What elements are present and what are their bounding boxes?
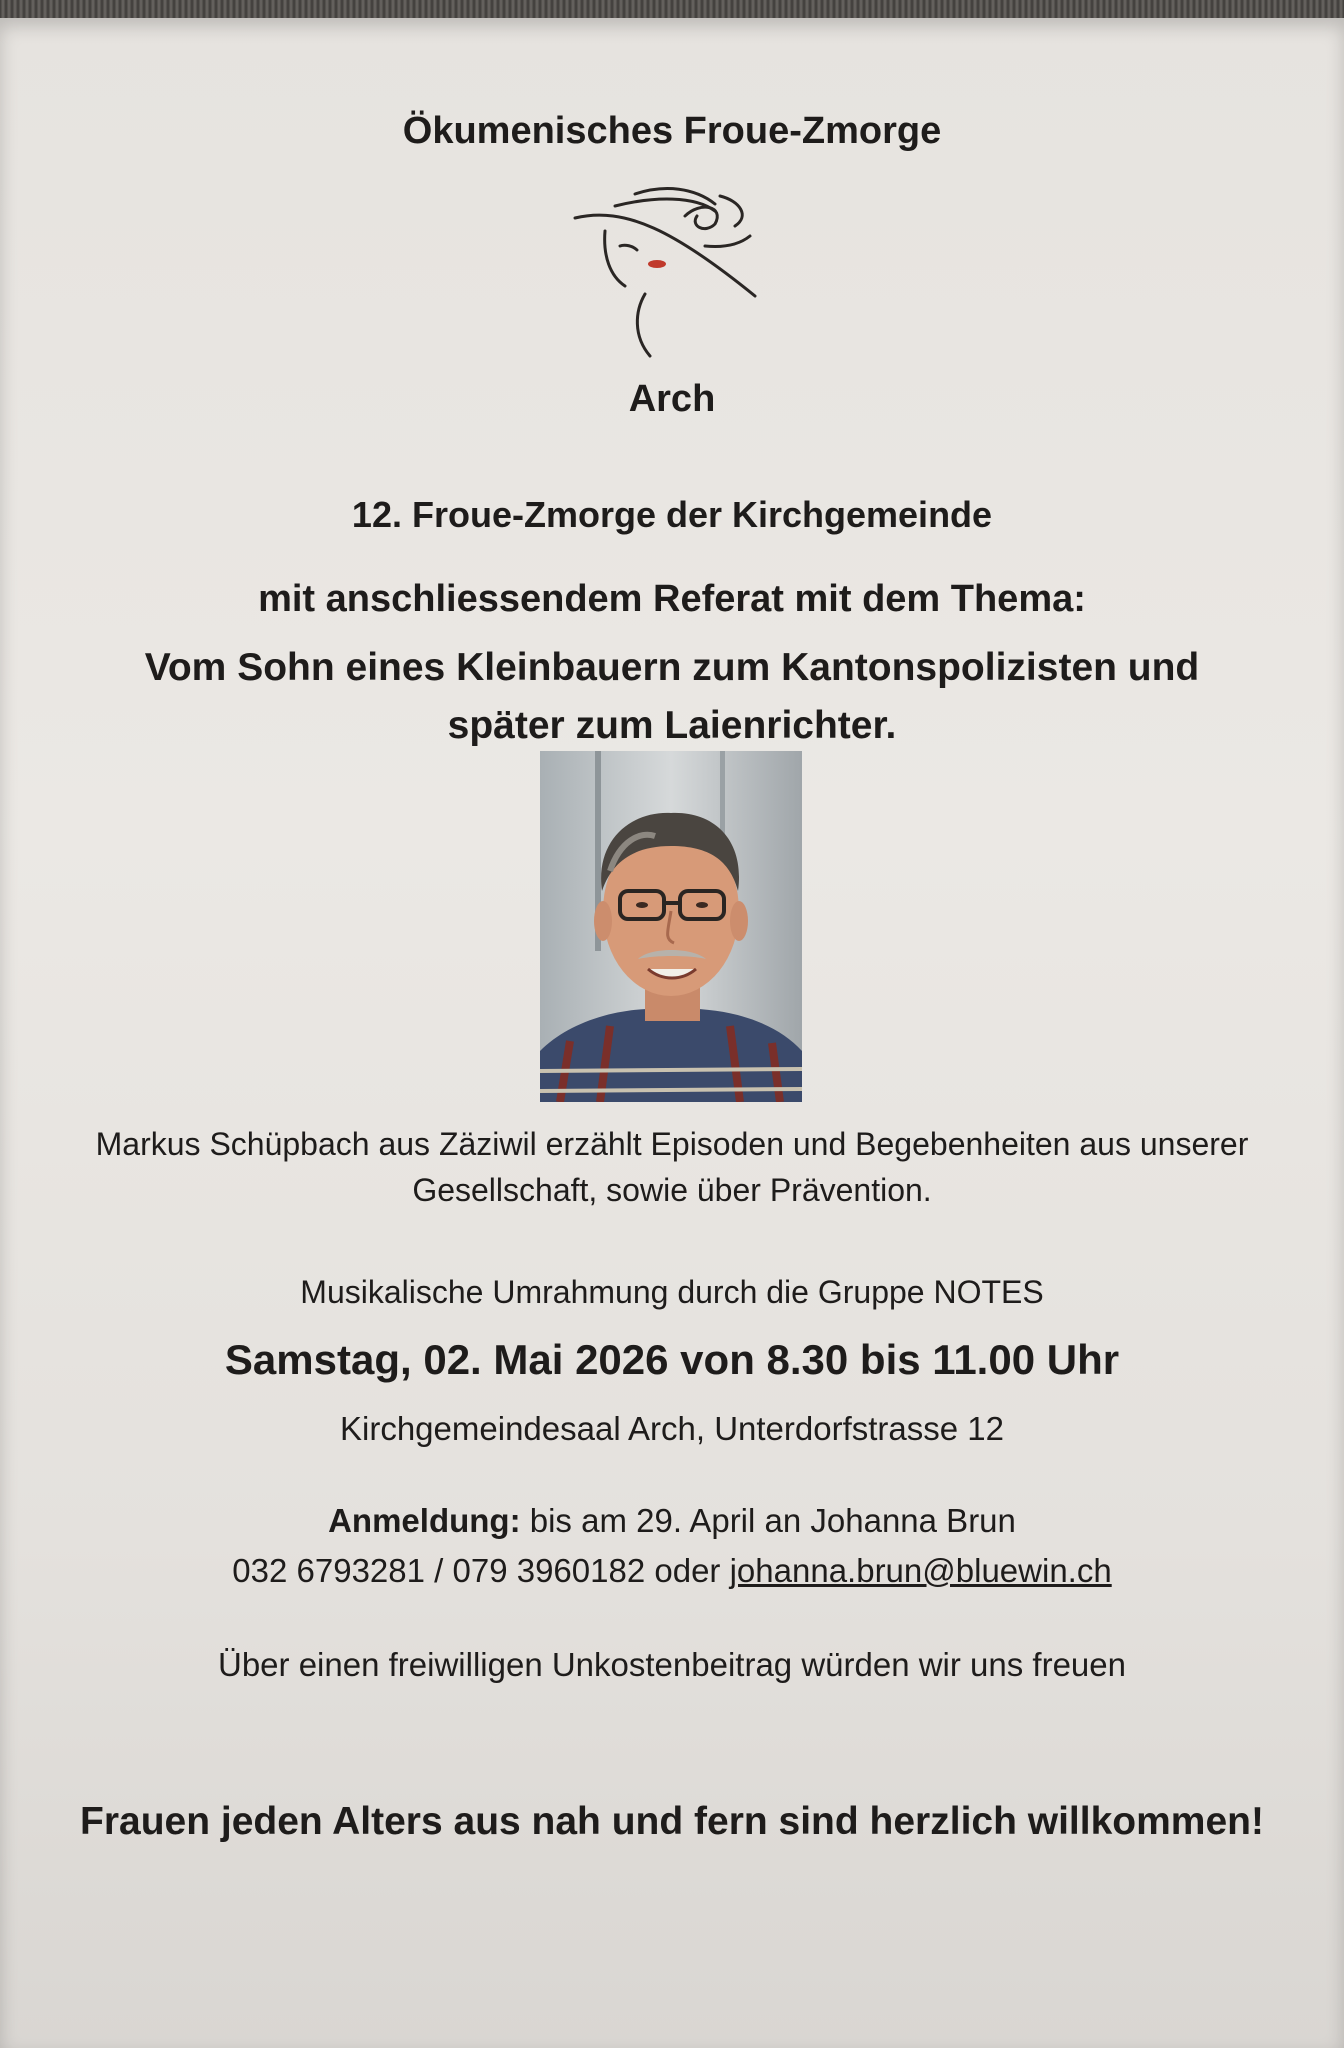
woman-with-hat-icon	[565, 176, 765, 366]
speaker-description-line1: Markus Schüpbach aus Zäziwil erzählt Episoden und Begebenheiten aus unserer	[95, 1126, 1249, 1162]
contribution-note: Über einen freiwilligen Unkostenbeitrag würden wir uns freuen	[218, 1646, 1126, 1683]
speaker-photo	[540, 751, 802, 1102]
event-datetime: Samstag, 02. Mai 2026 von 8.30 bis 11.00 Uhr	[224, 1336, 1120, 1383]
contact-phones: 032 6793281 / 079 3960182 oder	[232, 1552, 730, 1589]
registration-text: bis am 29. April an Johanna Brun	[520, 1502, 1016, 1539]
closing-invitation: Frauen jeden Alters aus nah und fern sind herzlich willkommen!	[80, 1800, 1264, 1843]
flyer-location: Arch	[628, 378, 716, 420]
speaker-description-line2: Gesellschaft, sowie über Prävention.	[412, 1172, 932, 1208]
event-headline: 12. Froue-Zmorge der Kirchgemeinde	[351, 494, 993, 535]
flyer-sheet	[0, 18, 1344, 2048]
music-info: Musikalische Umrahmung durch die Gruppe NOTES	[300, 1274, 1044, 1310]
contact-email-link[interactable]: johanna.brun@bluewin.ch	[729, 1552, 1112, 1589]
event-topic-line2: später zum Laienrichter.	[447, 704, 897, 747]
event-topic-line1: Vom Sohn eines Kleinbauern zum Kantonspolizisten und	[144, 646, 1200, 689]
event-venue: Kirchgemeindesaal Arch, Unterdorfstrasse 12	[340, 1410, 1004, 1447]
flyer-title: Ökumenisches Froue-Zmorge	[402, 110, 942, 152]
registration-label: Anmeldung:	[328, 1502, 521, 1539]
contact-line	[0, 1552, 1344, 1590]
event-subline: mit anschliessendem Referat mit dem Thema:	[258, 578, 1086, 620]
registration-line	[0, 1502, 1344, 1540]
